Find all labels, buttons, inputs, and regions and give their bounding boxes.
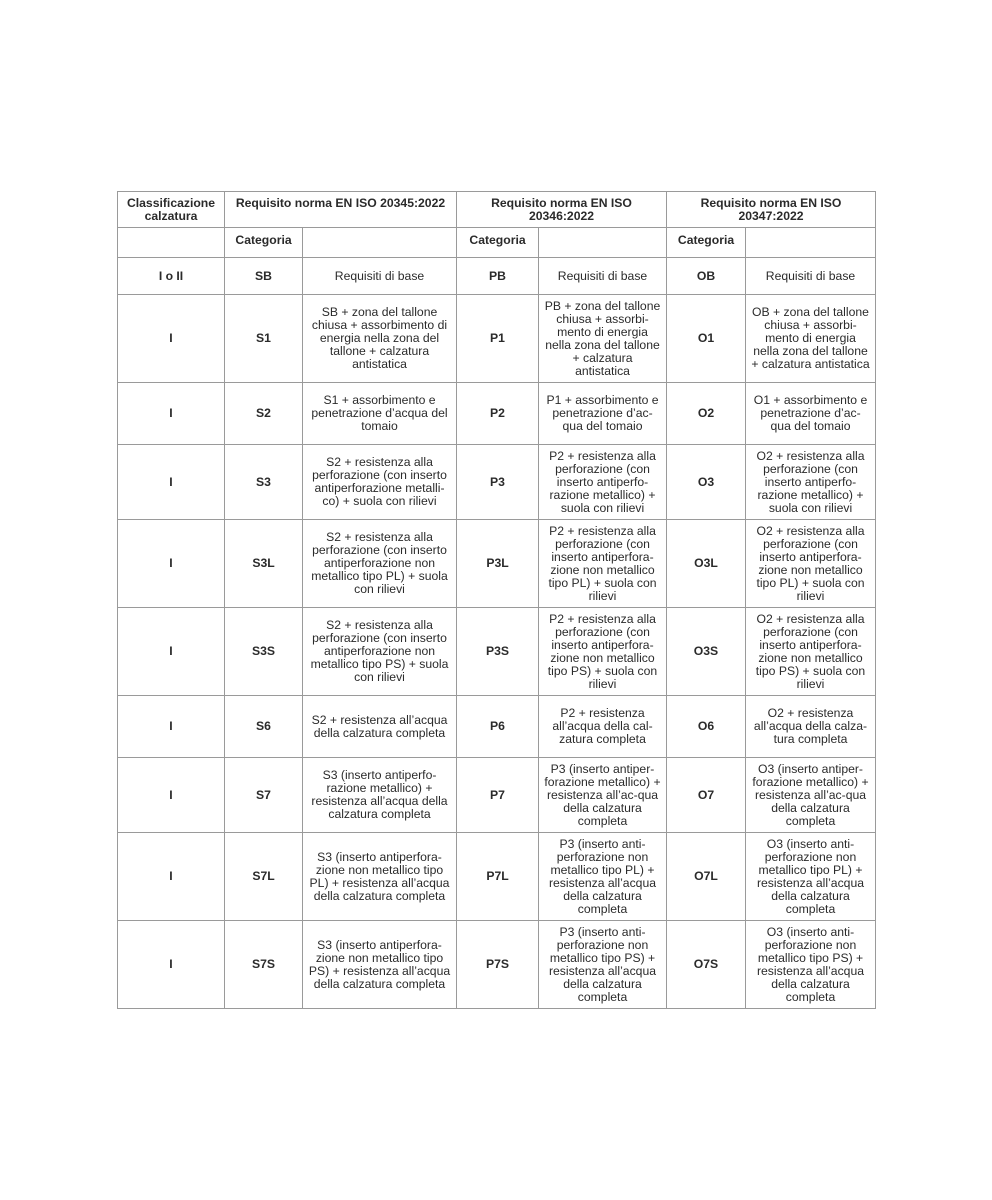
subheader-category-s: Categoria [225, 228, 303, 258]
requirement-o-cell: O2 + resistenza alla perforazione (con inserto antiperfora-zione non metallico tipo PL) + suola con rilievi [746, 520, 876, 608]
requirement-o-cell: O3 (inserto anti-perforazione non metallico tipo PL) + resistenza all’acqua della calzatura completa [746, 833, 876, 921]
requirement-s-cell: S2 + resistenza alla perforazione (con inserto antiperforazione non metallico tipo PS) + suola con rilievi [303, 608, 457, 696]
requirement-p-cell: P2 + resistenza alla perforazione (con inserto antiperfora-zione non metallico tipo PS) + suola con rilievi [539, 608, 667, 696]
subheader-category-p: Categoria [457, 228, 539, 258]
requirement-o-cell: OB + zona del tallone chiusa + assorbi-mento di energia nella zona del tallone + calzatura antistatica [746, 295, 876, 383]
requirement-o-cell: O2 + resistenza all’acqua della calza-tura completa [746, 696, 876, 758]
header-row [118, 192, 876, 228]
classification-cell: I [118, 520, 225, 608]
requirement-s-cell: SB + zona del tallone chiusa + assorbimento di energia nella zona del tallone + calzatura antistatica [303, 295, 457, 383]
requirement-p-cell: Requisiti di base [539, 258, 667, 295]
category-p-cell: P3L [457, 520, 539, 608]
requirement-o-cell: O1 + assorbimento e penetrazione d’ac-qua del tomaio [746, 383, 876, 445]
requirement-p-cell: P3 (inserto anti-perforazione non metallico tipo PL) + resistenza all’acqua della calzatura completa [539, 833, 667, 921]
category-p-cell: P3 [457, 445, 539, 520]
requirement-s-cell: S2 + resistenza alla perforazione (con inserto antiperforazione metalli-co) + suola con rilievi [303, 445, 457, 520]
requirement-s-cell: S3 (inserto antiperfora-zione non metallico tipo PS) + resistenza all’acqua della calzatura completa [303, 921, 457, 1009]
category-o-cell: O7 [667, 758, 746, 833]
category-s-cell: S6 [225, 696, 303, 758]
category-s-cell: S2 [225, 383, 303, 445]
requirement-s-cell: S3 (inserto antiperfora-zione non metallico tipo PL) + resistenza all’acqua della calzatura completa [303, 833, 457, 921]
requirement-p-cell: P2 + resistenza alla perforazione (con inserto antiperfora-zione non metallico tipo PL) + suola con rilievi [539, 520, 667, 608]
requirement-p-cell: P2 + resistenza alla perforazione (con inserto antiperfo-razione metallico) + suola con rilievi [539, 445, 667, 520]
classification-cell: I [118, 833, 225, 921]
classification-cell: I [118, 696, 225, 758]
classification-cell: I [118, 921, 225, 1009]
table-row [118, 921, 876, 1009]
requirement-p-cell: PB + zona del tallone chiusa + assorbi-mento di energia nella zona del tallone + calzatura antistatica [539, 295, 667, 383]
subheader-row [118, 228, 876, 258]
category-s-cell: S3 [225, 445, 303, 520]
requirement-o-cell: Requisiti di base [746, 258, 876, 295]
subheader-empty [118, 228, 225, 258]
requirement-o-cell: O2 + resistenza alla perforazione (con inserto antiperfora-zione non metallico tipo PS) + suola con rilievi [746, 608, 876, 696]
requirement-o-cell: O3 (inserto antiper-forazione metallico) + resistenza all’ac-qua della calzatura completa [746, 758, 876, 833]
requirement-p-cell: P3 (inserto antiper-forazione metallico) + resistenza all’ac-qua della calzatura completa [539, 758, 667, 833]
requirement-p-cell: P3 (inserto anti-perforazione non metallico tipo PS) + resistenza all’acqua della calzatura completa [539, 921, 667, 1009]
requirement-s-cell: Requisiti di base [303, 258, 457, 295]
table-row [118, 520, 876, 608]
subheader-empty [303, 228, 457, 258]
table-row [118, 295, 876, 383]
header-en-iso-20347: Requisito norma EN ISO 20347:2022 [667, 192, 876, 228]
table-row [118, 608, 876, 696]
footwear-classification-table [117, 191, 876, 1009]
category-o-cell: O1 [667, 295, 746, 383]
requirement-s-cell: S3 (inserto antiperfo-razione metallico) + resistenza all’acqua della calzatura completa [303, 758, 457, 833]
category-o-cell: O7L [667, 833, 746, 921]
subheader-category-o: Categoria [667, 228, 746, 258]
table-row [118, 696, 876, 758]
requirement-p-cell: P2 + resistenza all’acqua della cal-zatura completa [539, 696, 667, 758]
header-classification: Classificazione calzatura [118, 192, 225, 228]
table-row [118, 833, 876, 921]
category-p-cell: PB [457, 258, 539, 295]
subheader-empty [746, 228, 876, 258]
table-row [118, 383, 876, 445]
requirement-s-cell: S1 + assorbimento e penetrazione d’acqua del tomaio [303, 383, 457, 445]
category-p-cell: P6 [457, 696, 539, 758]
category-p-cell: P7S [457, 921, 539, 1009]
category-o-cell: O6 [667, 696, 746, 758]
classification-cell: I [118, 445, 225, 520]
category-o-cell: O3 [667, 445, 746, 520]
classification-cell: I [118, 295, 225, 383]
category-p-cell: P7L [457, 833, 539, 921]
category-o-cell: OB [667, 258, 746, 295]
table-row [118, 758, 876, 833]
category-o-cell: O3L [667, 520, 746, 608]
subheader-empty [539, 228, 667, 258]
requirement-s-cell: S2 + resistenza all’acqua della calzatura completa [303, 696, 457, 758]
category-s-cell: S3L [225, 520, 303, 608]
requirement-o-cell: O2 + resistenza alla perforazione (con inserto antiperfo-razione metallico) + suola con rilievi [746, 445, 876, 520]
classification-cell: I [118, 758, 225, 833]
category-s-cell: SB [225, 258, 303, 295]
category-o-cell: O2 [667, 383, 746, 445]
classification-cell: I [118, 608, 225, 696]
classification-cell: I o II [118, 258, 225, 295]
category-s-cell: S1 [225, 295, 303, 383]
category-p-cell: P2 [457, 383, 539, 445]
classification-cell: I [118, 383, 225, 445]
category-s-cell: S7 [225, 758, 303, 833]
category-p-cell: P1 [457, 295, 539, 383]
requirement-p-cell: P1 + assorbimento e penetrazione d’ac-qua del tomaio [539, 383, 667, 445]
header-en-iso-20346: Requisito norma EN ISO 20346:2022 [457, 192, 667, 228]
category-s-cell: S7L [225, 833, 303, 921]
category-s-cell: S3S [225, 608, 303, 696]
category-p-cell: P3S [457, 608, 539, 696]
requirement-s-cell: S2 + resistenza alla perforazione (con inserto antiperforazione non metallico tipo PL) + suola con rilievi [303, 520, 457, 608]
category-o-cell: O7S [667, 921, 746, 1009]
category-p-cell: P7 [457, 758, 539, 833]
requirement-o-cell: O3 (inserto anti-perforazione non metallico tipo PS) + resistenza all’acqua della calzatura completa [746, 921, 876, 1009]
category-o-cell: O3S [667, 608, 746, 696]
table-row [118, 258, 876, 295]
header-en-iso-20345: Requisito norma EN ISO 20345:2022 [225, 192, 457, 228]
category-s-cell: S7S [225, 921, 303, 1009]
table-row [118, 445, 876, 520]
